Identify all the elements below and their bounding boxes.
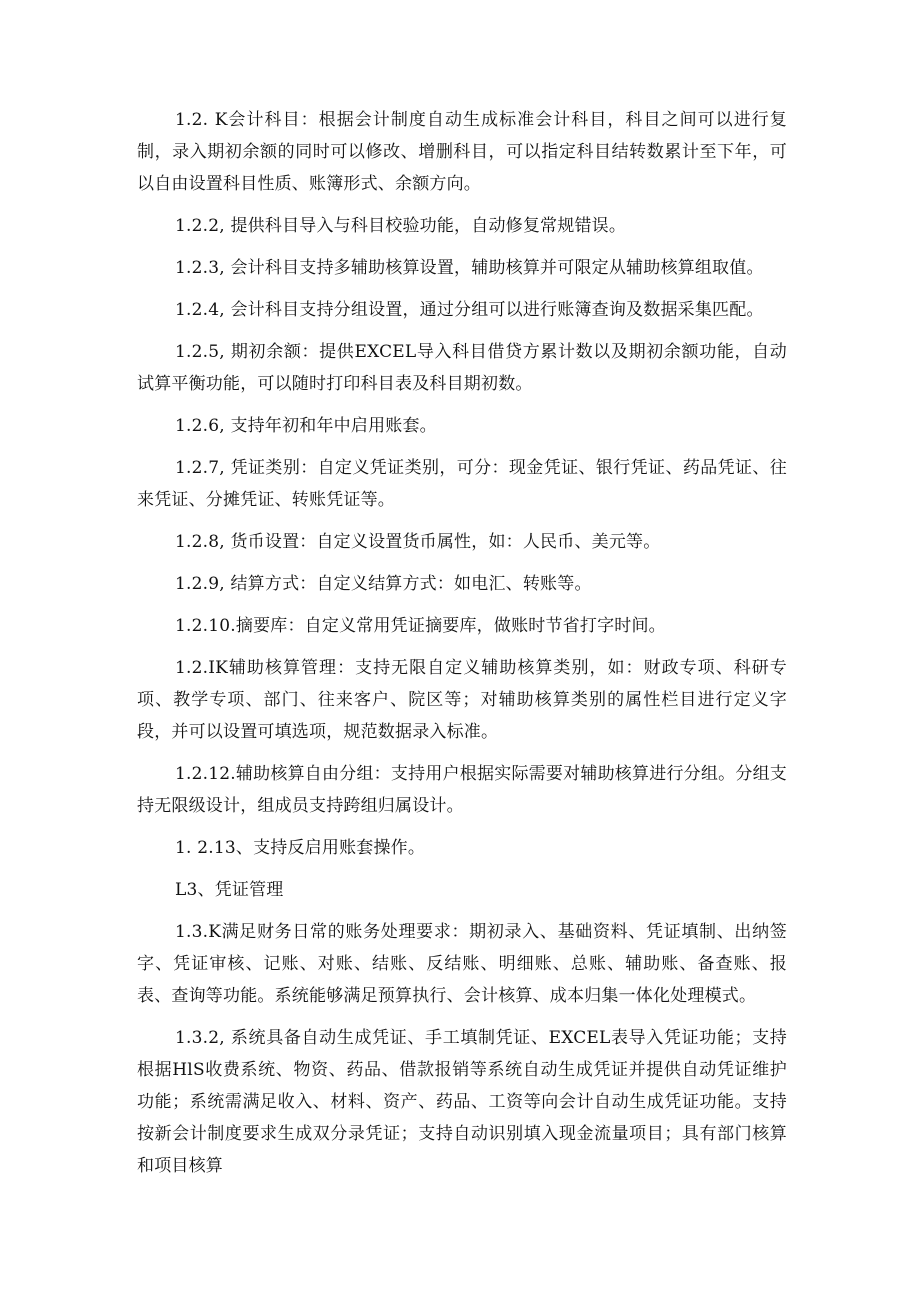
paragraph-1-3-2-auto-vouchers: 1.3.2, 系统具备自动生成凭证、手工填制凭证、EXCEL表导入凭证功能；支持根据HlS收费系统、物资、药品、借款报销等系统自动生成凭证并提供自动凭证维护功能；系统需满足收入、材料、资产、药品、工资等向会计自动生成凭证功能。支持按新会计制度要求生成双分录凭证；支持自动识别填入现金流量项目；具有部门核算和项目核算 xyxy=(137,1028,787,1176)
document-body xyxy=(137,104,787,1192)
paragraph-1-2-10-summary-library: 1.2.10.摘要库：自定义常用凭证摘要库，做账时节省打字时间。 xyxy=(175,616,666,636)
paragraph-1-3-1-daily-processing: 1.3.K满足财务日常的账务处理要求：期初录入、基础资料、凭证填制、出纳签字、凭证审核、记账、对账、结账、反结账、明细账、总账、辅助账、备查账、报表、查询等功能。系统能够满足预算执行、会计核算、成本归集一体化处理模式。 xyxy=(137,922,787,1006)
paragraph-1-2-3-auxiliary-accounting: 1.2.3, 会计科目支持多辅助核算设置，辅助核算并可限定从辅助核算组取值。 xyxy=(175,258,764,278)
paragraph-1-2-9-settlement-methods: 1.2.9, 结算方式：自定义结算方式：如电汇、转账等。 xyxy=(175,574,592,594)
paragraph-1-2-7-voucher-types: 1.2.7, 凭证类别：自定义凭证类别，可分：现金凭证、银行凭证、药品凭证、往来凭证、分摊凭证、转账凭证等。 xyxy=(137,458,787,510)
paragraph-1-2-6-account-set-start: 1.2.6, 支持年初和年中启用账套。 xyxy=(175,416,437,436)
paragraph-1-2-12-auxiliary-grouping: 1.2.12.辅助核算自由分组：支持用户根据实际需要对辅助核算进行分组。分组支持无限级设计，组成员支持跨组归属设计。 xyxy=(137,764,787,816)
paragraph-1-2-11-auxiliary-management: 1.2.IK辅助核算管理：支持无限自定义辅助核算类别，如：财政专项、科研专项、教学专项、部门、往来客户、院区等；对辅助核算类别的属性栏目进行定义字段，并可以设置可填选项，规范数据录入标准。 xyxy=(137,658,787,742)
paragraph-1-2-4-subject-grouping: 1.2.4, 会计科目支持分组设置，通过分组可以进行账簿查询及数据采集匹配。 xyxy=(175,300,764,320)
paragraph-1-2-5-opening-balance: 1.2.5, 期初余额：提供EXCEL导入科目借贷方累计数以及期初余额功能，自动试算平衡功能，可以随时打印科目表及科目期初数。 xyxy=(137,342,787,394)
paragraph-1-2-1-accounting-subjects: 1.2. K会计科目：根据会计制度自动生成标准会计科目，科目之间可以进行复制，录入期初余额的同时可以修改、增删科目，可以指定科目结转数累计至下年，可以自由设置科目性质、账簿形式、余额方向。 xyxy=(137,110,787,194)
paragraph-1-2-2-subject-import: 1.2.2, 提供科目导入与科目校验功能，自动修复常规错误。 xyxy=(175,216,627,236)
section-heading-voucher-management: L3、凭证管理 xyxy=(175,880,284,900)
paragraph-1-2-8-currency-settings: 1.2.8, 货币设置：自定义设置货币属性，如：人民币、美元等。 xyxy=(175,532,661,552)
paragraph-1-2-13-reverse-enable: 1. 2.13、支持反启用账套操作。 xyxy=(175,838,426,858)
